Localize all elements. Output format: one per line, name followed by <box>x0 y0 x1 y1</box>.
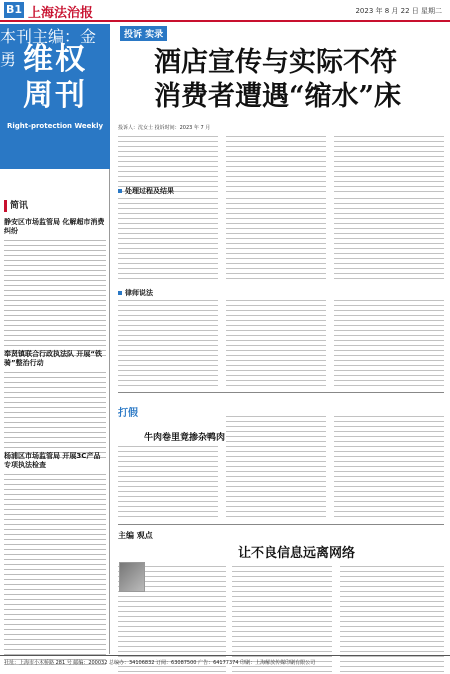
brief-item-title: 奉贤镇联合行政执法队 开展“铁骑”整治行动 <box>4 350 103 367</box>
article-text <box>226 298 326 388</box>
page-number: B1 <box>5 3 23 16</box>
divider <box>118 392 444 393</box>
brief-item-body <box>4 472 106 668</box>
masthead <box>0 0 450 22</box>
article-text <box>118 298 218 388</box>
editor-photo <box>119 562 145 592</box>
article-text <box>226 196 326 282</box>
newspaper-logo: 上海法治报 <box>28 6 94 21</box>
article-text <box>334 134 444 194</box>
article-text <box>118 134 218 194</box>
footer: 社址：上海市小木桥路 281 号 邮编：200032 总编办：34106832 订阅：63087500 广告：64177374 印刷：上海解放传媒印刷有限公司 <box>0 655 450 668</box>
section-label-editor: 主编 观点 <box>118 531 153 540</box>
brief-item-title: 杨浦区市场监管局 开展3C产品专项执法检查 <box>4 452 101 469</box>
brief-item <box>4 218 106 336</box>
issue-date: 2023 年 8 月 22 日 星期二 <box>355 7 442 15</box>
article-text <box>334 298 444 388</box>
brief-section-label: 简讯 <box>4 200 38 212</box>
headline-line-1: 酒店宣传与实际不符 <box>154 47 397 78</box>
brand-title-2: 周刊 <box>23 78 87 113</box>
brief-item-body <box>4 238 106 356</box>
main-column <box>114 24 450 654</box>
headline-line-2: 消费者遭遇“缩水”床 <box>154 81 402 112</box>
brief-item <box>4 350 106 440</box>
article2-title: 牛肉卷里竟掺杂鸭肉 <box>144 433 226 443</box>
byline: 投诉人：沈女士 投诉时间：2023 年 7 月 <box>118 125 211 131</box>
brief-item-title: 静安区市场监管局 化解超市消费纠纷 <box>4 218 105 235</box>
article-text <box>334 196 444 282</box>
headline <box>154 46 444 114</box>
section-label-dajia: 打假 <box>118 408 138 419</box>
article3-title: 让不良信息远离网络 <box>238 546 356 561</box>
brief-item-body <box>4 370 106 460</box>
article-text <box>118 444 218 520</box>
article-text <box>226 134 326 194</box>
divider <box>118 524 444 525</box>
left-column <box>0 24 110 654</box>
subheading: 律师说法 <box>118 288 153 298</box>
section-tag: 投诉 实录 <box>120 26 167 41</box>
brief-item <box>4 452 106 648</box>
brand-title-1: 维权 <box>23 42 87 77</box>
editor-credit: 本刊主编：金 勇 <box>0 27 97 69</box>
brand-english: Right-protection Weekly <box>6 122 104 130</box>
article-text <box>334 414 444 520</box>
article-text <box>118 196 218 282</box>
subheading: 处理过程及结果 <box>118 186 174 196</box>
article-text <box>226 414 326 520</box>
